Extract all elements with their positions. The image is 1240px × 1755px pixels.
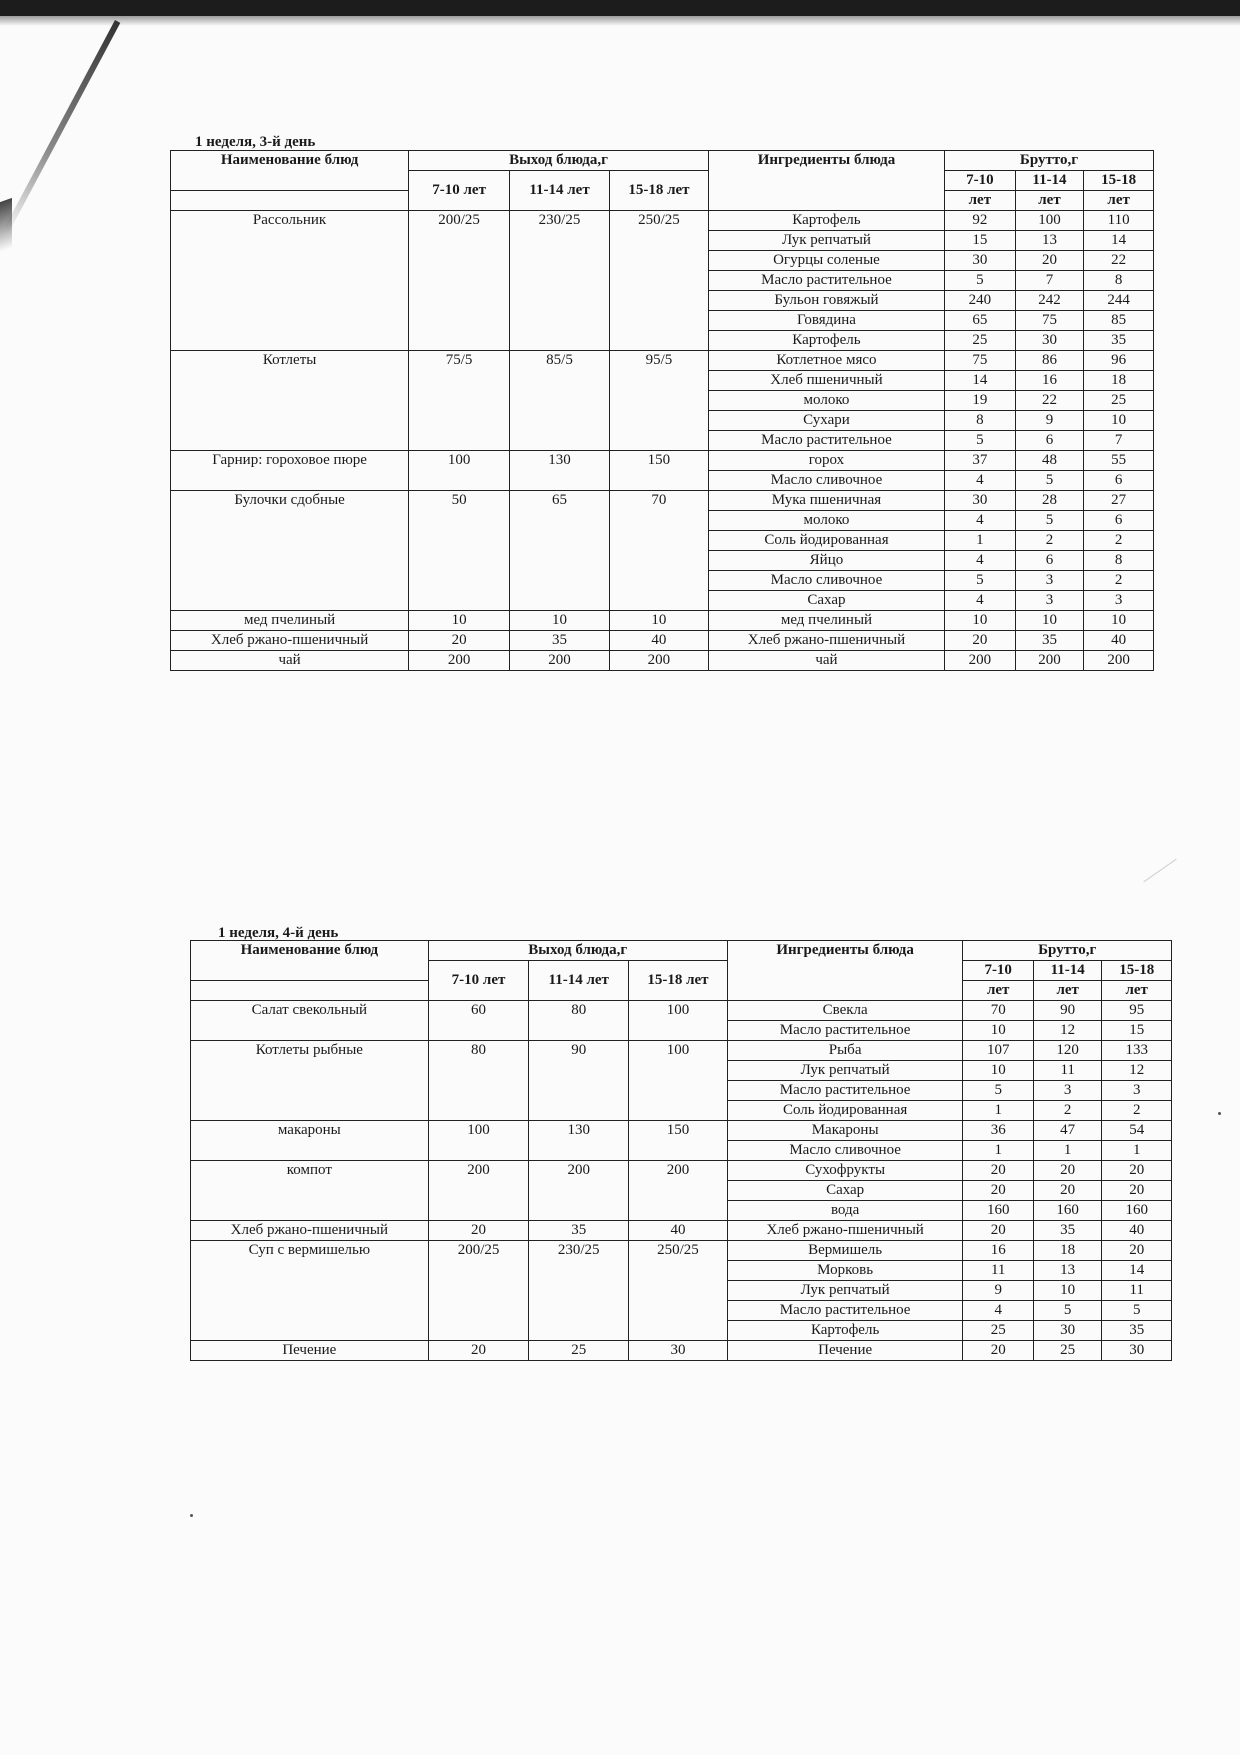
dish-name-cell: Котлеты xyxy=(171,351,409,451)
ingredient-name-cell: Яйцо xyxy=(708,551,944,571)
brutto-15-18-cell: 27 xyxy=(1084,491,1154,511)
brutto-11-14-cell: 6 xyxy=(1015,431,1084,451)
brutto-15-18-cell: 15 xyxy=(1102,1021,1172,1041)
header-years: лет xyxy=(1015,191,1084,211)
brutto-11-14-cell: 242 xyxy=(1015,291,1084,311)
brutto-11-14-cell: 120 xyxy=(1033,1041,1101,1061)
brutto-7-10-cell: 92 xyxy=(945,211,1016,231)
brutto-7-10-cell: 5 xyxy=(963,1081,1033,1101)
brutto-11-14-cell: 20 xyxy=(1033,1161,1101,1181)
brutto-11-14-cell: 100 xyxy=(1015,211,1084,231)
table-row xyxy=(191,1241,1172,1261)
brutto-11-14-cell: 90 xyxy=(1033,1001,1101,1021)
header-years: лет xyxy=(1084,191,1154,211)
scan-top-edge xyxy=(0,0,1240,16)
brutto-15-18-cell: 55 xyxy=(1084,451,1154,471)
brutto-7-10-cell: 10 xyxy=(963,1061,1033,1081)
ingredient-name-cell: Печение xyxy=(727,1341,963,1361)
dish-name-cell: Рассольник xyxy=(171,211,409,351)
table-row xyxy=(171,631,1154,651)
dish-output-cell: 200 xyxy=(428,1161,529,1221)
ingredient-name-cell: Бульон говяжый xyxy=(708,291,944,311)
dish-output-cell: 40 xyxy=(629,1221,728,1241)
ingredient-name-cell: Котлетное мясо xyxy=(708,351,944,371)
scan-speck xyxy=(1218,1112,1221,1115)
brutto-7-10-cell: 5 xyxy=(945,571,1016,591)
brutto-15-18-cell: 5 xyxy=(1102,1301,1172,1321)
table-row xyxy=(191,1041,1172,1061)
brutto-7-10-cell: 200 xyxy=(945,651,1016,671)
brutto-11-14-cell: 30 xyxy=(1033,1321,1101,1341)
ingredient-name-cell: Картофель xyxy=(708,331,944,351)
dish-output-cell: 50 xyxy=(409,491,510,611)
brutto-15-18-cell: 14 xyxy=(1102,1261,1172,1281)
dish-output-cell: 150 xyxy=(609,451,708,491)
brutto-15-18-cell: 7 xyxy=(1084,431,1154,451)
brutto-7-10-cell: 14 xyxy=(945,371,1016,391)
ingredient-name-cell: горох xyxy=(708,451,944,471)
ingredient-name-cell: Сухофрукты xyxy=(727,1161,963,1181)
brutto-11-14-cell: 10 xyxy=(1033,1281,1101,1301)
scan-speck xyxy=(190,1514,193,1517)
brutto-11-14-cell: 35 xyxy=(1015,631,1084,651)
ingredient-name-cell: Масло растительное xyxy=(727,1081,963,1101)
ingredient-name-cell: Лук репчатый xyxy=(727,1281,963,1301)
brutto-7-10-cell: 25 xyxy=(945,331,1016,351)
brutto-7-10-cell: 37 xyxy=(945,451,1016,471)
brutto-7-10-cell: 11 xyxy=(963,1261,1033,1281)
brutto-7-10-cell: 160 xyxy=(963,1201,1033,1221)
dish-name-cell: Хлеб ржано-пшеничный xyxy=(171,631,409,651)
brutto-11-14-cell: 1 xyxy=(1033,1141,1101,1161)
dish-output-cell: 30 xyxy=(629,1341,728,1361)
dish-output-cell: 35 xyxy=(529,1221,629,1241)
brutto-15-18-cell: 35 xyxy=(1084,331,1154,351)
ingredient-name-cell: Соль йодированная xyxy=(727,1101,963,1121)
brutto-15-18-cell: 25 xyxy=(1084,391,1154,411)
ingredient-name-cell: молоко xyxy=(708,511,944,531)
dish-output-cell: 95/5 xyxy=(609,351,708,451)
brutto-11-14-cell: 28 xyxy=(1015,491,1084,511)
scan-streak xyxy=(2,20,120,235)
brutto-15-18-cell: 3 xyxy=(1102,1081,1172,1101)
brutto-15-18-cell: 40 xyxy=(1084,631,1154,651)
dish-output-cell: 250/25 xyxy=(629,1241,728,1341)
table-row xyxy=(191,1221,1172,1241)
brutto-7-10-cell: 20 xyxy=(945,631,1016,651)
brutto-7-10-cell: 30 xyxy=(945,251,1016,271)
brutto-7-10-cell: 107 xyxy=(963,1041,1033,1061)
brutto-7-10-cell: 16 xyxy=(963,1241,1033,1261)
header-age-7-10: 7-10 лет xyxy=(409,171,510,211)
dish-output-cell: 100 xyxy=(629,1001,728,1041)
header-age-7-10: 7-10 лет xyxy=(428,961,529,1001)
ingredient-name-cell: Говядина xyxy=(708,311,944,331)
ingredient-name-cell: Сахар xyxy=(727,1181,963,1201)
ingredient-name-cell: чай xyxy=(708,651,944,671)
dish-output-cell: 25 xyxy=(529,1341,629,1361)
header-brutto-7-10: 7-10 xyxy=(945,171,1016,191)
dish-output-cell: 85/5 xyxy=(510,351,610,451)
brutto-15-18-cell: 85 xyxy=(1084,311,1154,331)
ingredient-name-cell: Рыба xyxy=(727,1041,963,1061)
table-row xyxy=(191,1121,1172,1141)
ingredient-name-cell: вода xyxy=(727,1201,963,1221)
brutto-15-18-cell: 110 xyxy=(1084,211,1154,231)
brutto-11-14-cell: 13 xyxy=(1033,1261,1101,1281)
ingredient-name-cell: Морковь xyxy=(727,1261,963,1281)
dish-output-cell: 130 xyxy=(510,451,610,491)
brutto-7-10-cell: 75 xyxy=(945,351,1016,371)
brutto-15-18-cell: 2 xyxy=(1084,571,1154,591)
brutto-15-18-cell: 40 xyxy=(1102,1221,1172,1241)
brutto-11-14-cell: 7 xyxy=(1015,271,1084,291)
day4-rows xyxy=(191,1001,1172,1361)
brutto-11-14-cell: 35 xyxy=(1033,1221,1101,1241)
header-age-11-14: 11-14 лет xyxy=(529,961,629,1001)
brutto-11-14-cell: 20 xyxy=(1015,251,1084,271)
brutto-7-10-cell: 20 xyxy=(963,1181,1033,1201)
dish-output-cell: 10 xyxy=(510,611,610,631)
brutto-7-10-cell: 5 xyxy=(945,271,1016,291)
dish-name-cell: мед пчелиный xyxy=(171,611,409,631)
header-years: лет xyxy=(1102,981,1172,1001)
header-age-15-18: 15-18 лет xyxy=(629,961,728,1001)
dish-output-cell: 200 xyxy=(629,1161,728,1221)
brutto-15-18-cell: 95 xyxy=(1102,1001,1172,1021)
brutto-7-10-cell: 4 xyxy=(945,591,1016,611)
brutto-7-10-cell: 30 xyxy=(945,491,1016,511)
ingredient-name-cell: Свекла xyxy=(727,1001,963,1021)
brutto-11-14-cell: 9 xyxy=(1015,411,1084,431)
dish-output-cell: 200/25 xyxy=(428,1241,529,1341)
dish-output-cell: 70 xyxy=(609,491,708,611)
ingredient-name-cell: Картофель xyxy=(708,211,944,231)
scan-mark xyxy=(1143,859,1176,883)
header-age-11-14: 11-14 лет xyxy=(510,171,610,211)
ingredient-name-cell: Сахар xyxy=(708,591,944,611)
brutto-11-14-cell: 25 xyxy=(1033,1341,1101,1361)
dish-output-cell: 10 xyxy=(609,611,708,631)
brutto-15-18-cell: 12 xyxy=(1102,1061,1172,1081)
brutto-15-18-cell: 20 xyxy=(1102,1181,1172,1201)
dish-output-cell: 200 xyxy=(529,1161,629,1221)
scan-streak-left xyxy=(0,198,12,252)
header-ingredients: Ингредиенты блюда xyxy=(708,151,944,211)
table-row xyxy=(191,1341,1172,1361)
brutto-11-14-cell: 160 xyxy=(1033,1201,1101,1221)
brutto-7-10-cell: 1 xyxy=(963,1141,1033,1161)
dish-output-cell: 230/25 xyxy=(529,1241,629,1341)
brutto-11-14-cell: 30 xyxy=(1015,331,1084,351)
ingredient-name-cell: Хлеб ржано-пшеничный xyxy=(727,1221,963,1241)
header-brutto: Брутто,г xyxy=(945,151,1154,171)
header-years: лет xyxy=(945,191,1016,211)
brutto-7-10-cell: 4 xyxy=(945,511,1016,531)
brutto-7-10-cell: 20 xyxy=(963,1341,1033,1361)
brutto-7-10-cell: 5 xyxy=(945,431,1016,451)
brutto-7-10-cell: 1 xyxy=(945,531,1016,551)
brutto-11-14-cell: 3 xyxy=(1015,591,1084,611)
table-row xyxy=(171,451,1154,471)
header-brutto: Брутто,г xyxy=(963,941,1172,961)
table-row xyxy=(171,351,1154,371)
table-row xyxy=(171,611,1154,631)
header-dish-name-spacer xyxy=(171,191,409,211)
brutto-11-14-cell: 3 xyxy=(1015,571,1084,591)
brutto-15-18-cell: 35 xyxy=(1102,1321,1172,1341)
dish-name-cell: Суп с вермишелью xyxy=(191,1241,429,1341)
brutto-11-14-cell: 3 xyxy=(1033,1081,1101,1101)
dish-name-cell: Булочки сдобные xyxy=(171,491,409,611)
brutto-11-14-cell: 5 xyxy=(1033,1301,1101,1321)
ingredient-name-cell: Хлеб пшеничный xyxy=(708,371,944,391)
brutto-11-14-cell: 6 xyxy=(1015,551,1084,571)
header-brutto-7-10: 7-10 xyxy=(963,961,1033,981)
brutto-7-10-cell: 15 xyxy=(945,231,1016,251)
brutto-7-10-cell: 9 xyxy=(963,1281,1033,1301)
brutto-15-18-cell: 2 xyxy=(1084,531,1154,551)
brutto-7-10-cell: 36 xyxy=(963,1121,1033,1141)
ingredient-name-cell: Масло сливочное xyxy=(708,471,944,491)
ingredient-name-cell: Масло сливочное xyxy=(727,1141,963,1161)
header-dish-name: Наименование блюд xyxy=(191,941,429,981)
brutto-15-18-cell: 160 xyxy=(1102,1201,1172,1221)
brutto-11-14-cell: 10 xyxy=(1015,611,1084,631)
brutto-7-10-cell: 10 xyxy=(963,1021,1033,1041)
brutto-15-18-cell: 8 xyxy=(1084,551,1154,571)
brutto-7-10-cell: 70 xyxy=(963,1001,1033,1021)
day3-menu-table xyxy=(170,150,1154,671)
scan-top-shadow xyxy=(0,16,1240,26)
dish-output-cell: 200 xyxy=(510,651,610,671)
brutto-7-10-cell: 20 xyxy=(963,1161,1033,1181)
brutto-15-18-cell: 96 xyxy=(1084,351,1154,371)
brutto-15-18-cell: 2 xyxy=(1102,1101,1172,1121)
dish-name-cell: компот xyxy=(191,1161,429,1221)
dish-output-cell: 130 xyxy=(529,1121,629,1161)
dish-output-cell: 20 xyxy=(428,1221,529,1241)
dish-output-cell: 200 xyxy=(609,651,708,671)
dish-name-cell: чай xyxy=(171,651,409,671)
brutto-7-10-cell: 8 xyxy=(945,411,1016,431)
ingredient-name-cell: Макароны xyxy=(727,1121,963,1141)
brutto-15-18-cell: 18 xyxy=(1084,371,1154,391)
brutto-11-14-cell: 75 xyxy=(1015,311,1084,331)
dish-output-cell: 100 xyxy=(629,1041,728,1121)
brutto-15-18-cell: 1 xyxy=(1102,1141,1172,1161)
brutto-15-18-cell: 10 xyxy=(1084,411,1154,431)
header-years: лет xyxy=(1033,981,1101,1001)
brutto-7-10-cell: 240 xyxy=(945,291,1016,311)
table-row xyxy=(171,491,1154,511)
brutto-15-18-cell: 20 xyxy=(1102,1161,1172,1181)
brutto-7-10-cell: 4 xyxy=(963,1301,1033,1321)
dish-output-cell: 80 xyxy=(428,1041,529,1121)
table-row xyxy=(191,1161,1172,1181)
ingredient-name-cell: Масло растительное xyxy=(727,1301,963,1321)
dish-name-cell: макароны xyxy=(191,1121,429,1161)
dish-output-cell: 20 xyxy=(428,1341,529,1361)
dish-output-cell: 40 xyxy=(609,631,708,651)
brutto-7-10-cell: 4 xyxy=(945,551,1016,571)
dish-output-cell: 100 xyxy=(409,451,510,491)
brutto-11-14-cell: 20 xyxy=(1033,1181,1101,1201)
dish-output-cell: 150 xyxy=(629,1121,728,1161)
ingredient-name-cell: молоко xyxy=(708,391,944,411)
ingredient-name-cell: Соль йодированная xyxy=(708,531,944,551)
dish-output-cell: 100 xyxy=(428,1121,529,1161)
ingredient-name-cell: Хлеб ржано-пшеничный xyxy=(708,631,944,651)
ingredient-name-cell: Масло растительное xyxy=(727,1021,963,1041)
ingredient-name-cell: Картофель xyxy=(727,1321,963,1341)
dish-output-cell: 250/25 xyxy=(609,211,708,351)
header-dish-name: Наименование блюд xyxy=(171,151,409,191)
brutto-15-18-cell: 11 xyxy=(1102,1281,1172,1301)
brutto-11-14-cell: 48 xyxy=(1015,451,1084,471)
ingredient-name-cell: Лук репчатый xyxy=(727,1061,963,1081)
brutto-15-18-cell: 22 xyxy=(1084,251,1154,271)
dish-output-cell: 35 xyxy=(510,631,610,651)
brutto-7-10-cell: 65 xyxy=(945,311,1016,331)
header-output: Выход блюда,г xyxy=(428,941,727,961)
ingredient-name-cell: Масло растительное xyxy=(708,271,944,291)
brutto-15-18-cell: 8 xyxy=(1084,271,1154,291)
ingredient-name-cell: Сухари xyxy=(708,411,944,431)
brutto-15-18-cell: 6 xyxy=(1084,511,1154,531)
ingredient-name-cell: Мука пшеничная xyxy=(708,491,944,511)
day4-title: 1 неделя, 4-й день xyxy=(218,925,339,941)
brutto-11-14-cell: 2 xyxy=(1015,531,1084,551)
table-row xyxy=(171,211,1154,231)
header-brutto-15-18: 15-18 xyxy=(1084,171,1154,191)
dish-output-cell: 200/25 xyxy=(409,211,510,351)
brutto-11-14-cell: 200 xyxy=(1015,651,1084,671)
header-brutto-15-18: 15-18 xyxy=(1102,961,1172,981)
brutto-11-14-cell: 47 xyxy=(1033,1121,1101,1141)
brutto-7-10-cell: 10 xyxy=(945,611,1016,631)
table-row xyxy=(191,1001,1172,1021)
brutto-11-14-cell: 12 xyxy=(1033,1021,1101,1041)
brutto-15-18-cell: 133 xyxy=(1102,1041,1172,1061)
brutto-15-18-cell: 3 xyxy=(1084,591,1154,611)
header-ingredients: Ингредиенты блюда xyxy=(727,941,963,1001)
brutto-11-14-cell: 5 xyxy=(1015,471,1084,491)
dish-output-cell: 10 xyxy=(409,611,510,631)
day3-title: 1 неделя, 3-й день xyxy=(195,134,316,150)
ingredient-name-cell: мед пчелиный xyxy=(708,611,944,631)
brutto-11-14-cell: 5 xyxy=(1015,511,1084,531)
ingredient-name-cell: Огурцы соленые xyxy=(708,251,944,271)
ingredient-name-cell: Масло растительное xyxy=(708,431,944,451)
brutto-11-14-cell: 13 xyxy=(1015,231,1084,251)
dish-output-cell: 200 xyxy=(409,651,510,671)
brutto-7-10-cell: 25 xyxy=(963,1321,1033,1341)
dish-name-cell: Хлеб ржано-пшеничный xyxy=(191,1221,429,1241)
brutto-15-18-cell: 14 xyxy=(1084,231,1154,251)
brutto-7-10-cell: 4 xyxy=(945,471,1016,491)
brutto-15-18-cell: 30 xyxy=(1102,1341,1172,1361)
day4-menu-table xyxy=(190,940,1172,1361)
dish-output-cell: 60 xyxy=(428,1001,529,1041)
table-row xyxy=(171,651,1154,671)
brutto-7-10-cell: 1 xyxy=(963,1101,1033,1121)
dish-output-cell: 80 xyxy=(529,1001,629,1041)
brutto-15-18-cell: 6 xyxy=(1084,471,1154,491)
dish-output-cell: 230/25 xyxy=(510,211,610,351)
dish-output-cell: 65 xyxy=(510,491,610,611)
brutto-11-14-cell: 18 xyxy=(1033,1241,1101,1261)
header-brutto-11-14: 11-14 xyxy=(1033,961,1101,981)
brutto-7-10-cell: 19 xyxy=(945,391,1016,411)
brutto-15-18-cell: 200 xyxy=(1084,651,1154,671)
brutto-11-14-cell: 86 xyxy=(1015,351,1084,371)
dish-name-cell: Гарнир: гороховое пюре xyxy=(171,451,409,491)
ingredient-name-cell: Лук репчатый xyxy=(708,231,944,251)
header-age-15-18: 15-18 лет xyxy=(609,171,708,211)
header-dish-name-spacer xyxy=(191,981,429,1001)
brutto-15-18-cell: 244 xyxy=(1084,291,1154,311)
dish-output-cell: 90 xyxy=(529,1041,629,1121)
brutto-11-14-cell: 22 xyxy=(1015,391,1084,411)
dish-output-cell: 20 xyxy=(409,631,510,651)
dish-name-cell: Котлеты рыбные xyxy=(191,1041,429,1121)
day3-rows xyxy=(171,211,1154,671)
brutto-15-18-cell: 20 xyxy=(1102,1241,1172,1261)
dish-name-cell: Печение xyxy=(191,1341,429,1361)
header-years: лет xyxy=(963,981,1033,1001)
header-output: Выход блюда,г xyxy=(409,151,709,171)
brutto-11-14-cell: 2 xyxy=(1033,1101,1101,1121)
brutto-15-18-cell: 54 xyxy=(1102,1121,1172,1141)
brutto-11-14-cell: 11 xyxy=(1033,1061,1101,1081)
ingredient-name-cell: Вермишель xyxy=(727,1241,963,1261)
brutto-11-14-cell: 16 xyxy=(1015,371,1084,391)
ingredient-name-cell: Масло сливочное xyxy=(708,571,944,591)
dish-name-cell: Салат свекольный xyxy=(191,1001,429,1041)
dish-output-cell: 75/5 xyxy=(409,351,510,451)
brutto-7-10-cell: 20 xyxy=(963,1221,1033,1241)
header-brutto-11-14: 11-14 xyxy=(1015,171,1084,191)
brutto-15-18-cell: 10 xyxy=(1084,611,1154,631)
